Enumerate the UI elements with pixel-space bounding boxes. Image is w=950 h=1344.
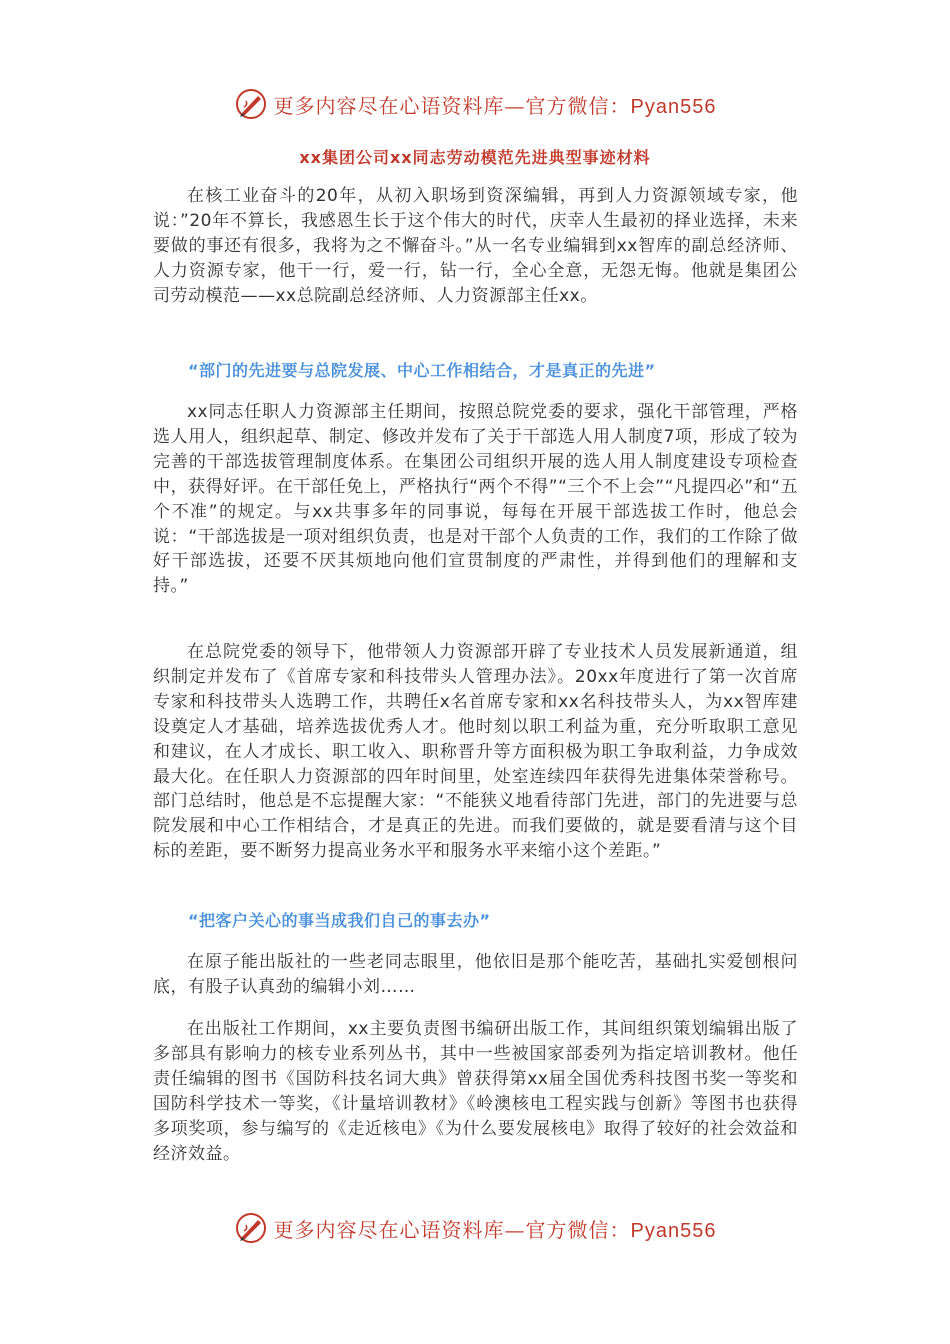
paragraph-text: xx同志任职人力资源部主任期间，按照总院党委的要求，强化干部管理，严格选人用人，组织起草、制定、修改并发布了关于干部选人用人制度7项，形成了较为完善的干部选拔管理制度体系。在集团公司组织开展的选人用人制度建设专项检查中，获得好评。在干部任免上，严格执行“两个不得”“三个不上会”“凡提四必”和“五个不准”的规定。与xx共事多年的同事说，每每在开展干部选拔工作时，他总会说：“干部选拔是一项对组织负责，也是对干部个人负责的工作，我们的工作除了做好干部选拔，还要不厌其烦地向他们宣贯制度的严肃性，并得到他们的理解和支持。” bbox=[153, 402, 798, 597]
section-heading: “把客户关心的事当成我们自己的事去办” bbox=[188, 911, 491, 930]
paragraph-text: 在出版社工作期间，xx主要负责图书编研出版工作，其间组织策划编辑出版了多部具有影响力的核专业系列丛书，其中一些被国家部委列为指定培训教材。他任责任编辑的图书《国防科技名词大典》曾获得第xx届全国优秀科技图书奖一等奖和国防科学技术一等奖，《计量培训教材》《岭澳核电工程实践与创新》等图书也获得多项奖项，参与编写的《走近核电》《为什么要发展核电》取得了较好的社会效益和经济效益。 bbox=[153, 1019, 798, 1164]
wechat-id: Pyan556 bbox=[630, 95, 717, 118]
body-paragraph bbox=[153, 184, 798, 309]
body-paragraph bbox=[153, 950, 798, 1000]
body-paragraph bbox=[153, 640, 798, 864]
pen-logo-icon bbox=[234, 87, 268, 121]
banner-text: 更多内容尽在心语资料库—官方微信：Pyan556 bbox=[273, 93, 717, 118]
paragraph-text: 在原子能出版社的一些老同志眼里，他依旧是那个能吃苦，基础扎实爱刨根问底，有股子认真劲的编辑小刘…… bbox=[153, 952, 798, 997]
header-banner bbox=[0, 84, 950, 124]
footer-banner bbox=[0, 1208, 950, 1248]
section-heading: “部门的先进要与总院发展、中心工作相结合，才是真正的先进” bbox=[188, 361, 656, 380]
body-paragraph bbox=[153, 400, 798, 599]
page-title: xx集团公司xx同志劳动模范先进典型事迹材料 bbox=[299, 148, 651, 167]
pen-logo-icon bbox=[234, 1211, 268, 1245]
wechat-id: Pyan556 bbox=[630, 1219, 717, 1242]
paragraph-text: 在核工业奋斗的20年，从初入职场到资深编辑，再到人力资源领域专家，他说：”20年不算长，我感恩生长于这个伟大的时代，庆幸人生最初的择业选择，未来要做的事还有很多，我将为之不懈奋斗。”从一名专业编辑到xx智库的副总经济师、人力资源专家，他干一行，爱一行，钻一行，全心全意，无怨无悔。他就是集团公司劳动模范——xx总院副总经济师、人力资源部主任xx。 bbox=[153, 186, 798, 306]
paragraph-text: 在总院党委的领导下，他带领人力资源部开辟了专业技术人员发展新通道，组织制定并发布了《首席专家和科技带头人管理办法》。20xx年度进行了第一次首席专家和科技带头人选聘工作，共聘任x名首席专家和xx名科技带头人，为xx智库建设奠定人才基础，培养选拔优秀人才。他时刻以职工利益为重，充分听取职工意见和建议，在人才成长、职工收入、职称晋升等方面积极为职工争取利益，力争成效最大化。在任职人力资源部的四年时间里，处室连续四年获得先进集体荣誉称号。部门总结时，他总是不忘提醒大家：“不能狭义地看待部门先进，部门的先进要与总院发展和中心工作相结合，才是真正的先进。而我们要做的，就是要看清与这个目标的差距，要不断努力提高业务水平和服务水平来缩小这个差距。” bbox=[153, 642, 798, 862]
banner-text: 更多内容尽在心语资料库—官方微信：Pyan556 bbox=[273, 1217, 717, 1242]
body-paragraph bbox=[153, 1017, 798, 1166]
